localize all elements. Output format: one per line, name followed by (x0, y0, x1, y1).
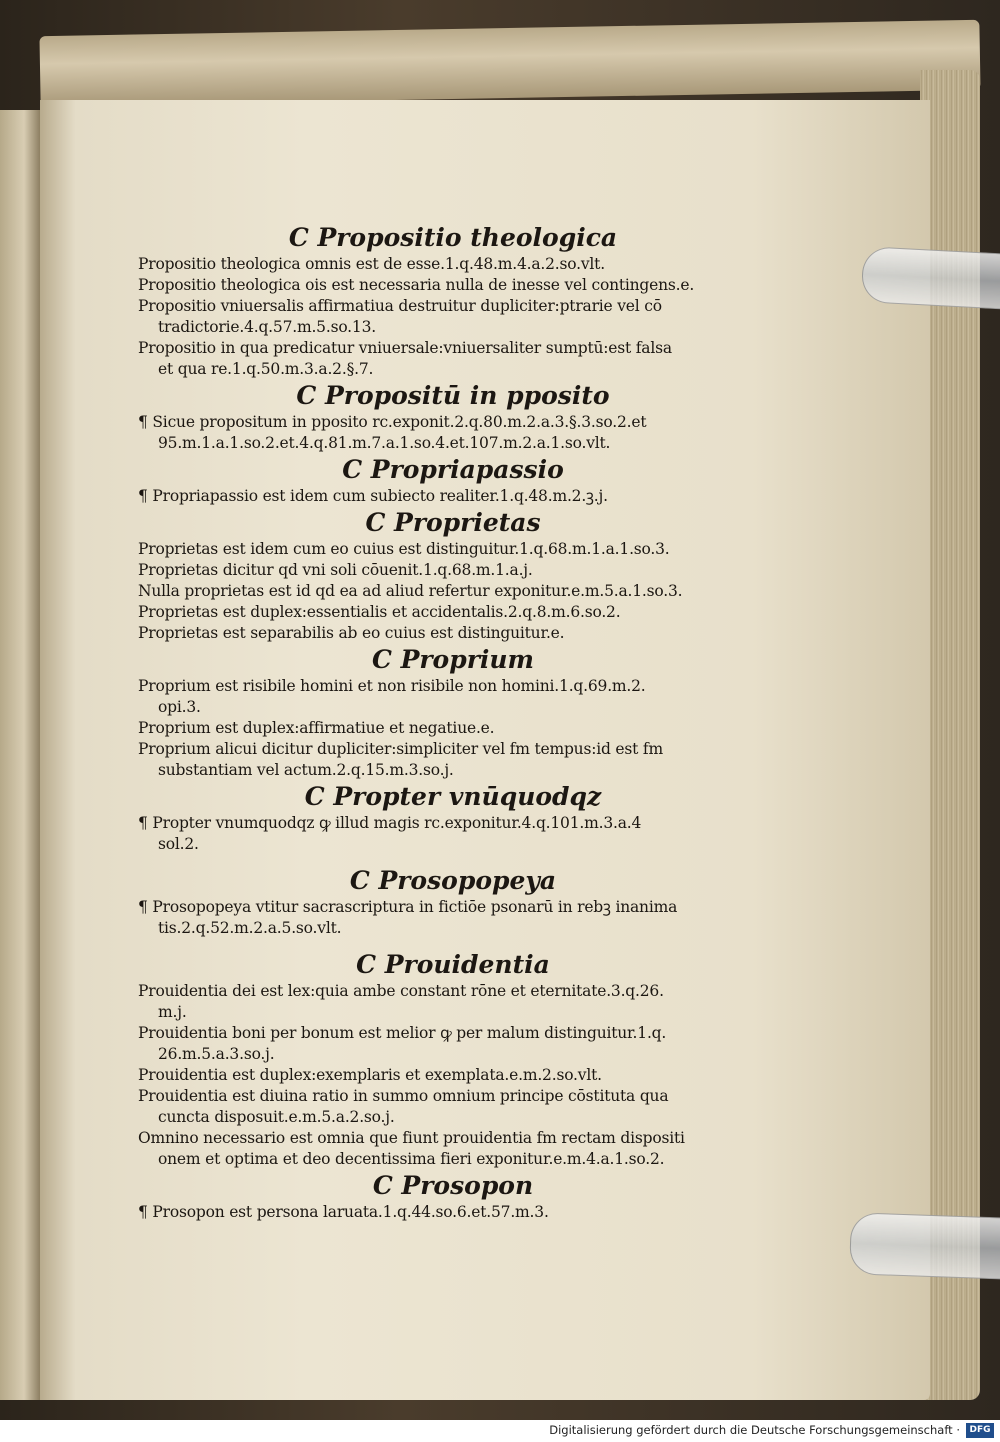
spacer (138, 855, 768, 865)
entry-heading: C Proprietas (365, 508, 541, 537)
entry-line: Prouidentia boni per bonum est melior ꝙ per malum distinguitur.1.q. (138, 1024, 667, 1042)
entry-heading: C Propter vnūquodqz (304, 782, 602, 811)
page-text-block (138, 222, 768, 1223)
entry-line: Propositio theologica ois est necessaria nulla de inesse vel contingens.e. (138, 276, 695, 294)
dfg-logo-icon: DFG (966, 1423, 994, 1438)
entry-line: Prouidentia est duplex:exemplaris et exemplata.e.m.2.so.vlt. (138, 1066, 602, 1084)
entry-line: 26.m.5.a.3.so.j. (158, 1045, 275, 1063)
entry-line: et qua re.1.q.50.m.3.a.2.§.7. (158, 360, 374, 378)
entry-line: m.j. (158, 1003, 187, 1021)
entry-line: ¶ Sicue propositum in pposito rc.exponit.2.q.80.m.2.a.3.§.3.so.2.et (138, 413, 647, 431)
entry-line: sol.2. (158, 835, 199, 853)
entry-heading: C Proprium (371, 645, 535, 674)
entry-line: Proprietas est separabilis ab eo cuius est distinguitur.e. (138, 624, 565, 642)
entry-line: cuncta disposuit.e.m.5.a.2.so.j. (158, 1108, 395, 1126)
entry-heading: C Prosopon (372, 1171, 534, 1200)
entry-heading: C Propositū in pposito (296, 381, 610, 410)
entry-line: Proprium est risibile homini et non risibile non homini.1.q.69.m.2. (138, 677, 646, 695)
entry-line: Proprium alicui dicitur dupliciter:simpliciter vel fm tempus:id est fm (138, 740, 663, 758)
entry-line: Prouidentia dei est lex:quia ambe constant rōne et eternitate.3.q.26. (138, 982, 664, 1000)
entry-line: tis.2.q.52.m.2.a.5.so.vlt. (158, 919, 342, 937)
entry-line: Proprietas est duplex:essentialis et accidentalis.2.q.8.m.6.so.2. (138, 603, 621, 621)
book-top-edge (39, 20, 980, 106)
right-page (40, 100, 930, 1400)
plastic-page-clip (849, 1212, 1000, 1280)
entry-line: Propositio vniuersalis affirmatiua destruitur dupliciter:ptrarie vel cō (138, 297, 662, 315)
entry-line: opi.3. (158, 698, 201, 716)
footer-credit: Digitalisierung gefördert durch die Deutsche Forschungsgemeinschaft · (549, 1423, 960, 1437)
entry-line: Proprietas dicitur qd vni soli cōuenit.1.q.68.m.1.a.j. (138, 561, 533, 579)
entry-line: tradictorie.4.q.57.m.5.so.13. (158, 318, 376, 336)
entry-line: Prouidentia est diuina ratio in summo omnium principe cōstituta qua (138, 1087, 669, 1105)
left-page-fragment (0, 110, 40, 1400)
entry-line: 95.m.1.a.1.so.2.et.4.q.81.m.7.a.1.so.4.et.107.m.2.a.1.so.vlt. (158, 434, 611, 452)
entry-heading: C Propriapassio (342, 455, 564, 484)
footer-bar (0, 1420, 1000, 1442)
entry-heading: C Prouidentia (356, 950, 550, 979)
entry-line: Omnino necessario est omnia que fiunt prouidentia fm rectam dispositi (138, 1129, 685, 1147)
entry-line: substantiam vel actum.2.q.15.m.3.so.j. (158, 761, 454, 779)
entry-heading: C Prosopopeya (349, 866, 557, 895)
entry-line: Propositio in qua predicatur vniuersale:vniuersaliter sumptū:est falsa (138, 339, 672, 357)
entry-line: ¶ Propriapassio est idem cum subiecto realiter.1.q.48.m.2.ꝫ.j. (138, 487, 608, 505)
entry-line: Proprium est duplex:affirmatiue et negatiue.e. (138, 719, 495, 737)
plastic-page-clip (861, 246, 1000, 310)
entry-line: ¶ Propter vnumquodqz ꝙ illud magis rc.exponitur.4.q.101.m.3.a.4 (138, 814, 642, 832)
entry-heading: C Propositio theologica (288, 223, 618, 252)
entry-line: Nulla proprietas est id qd ea ad aliud refertur exponitur.e.m.5.a.1.so.3. (138, 582, 683, 600)
entry-line: Propositio theologica omnis est de esse.1.q.48.m.4.a.2.so.vlt. (138, 255, 605, 273)
entry-line: ¶ Prosopopeya vtitur sacrascriptura in fictiōe psonarū in rebꝫ inanima (138, 898, 678, 916)
spacer (138, 939, 768, 949)
entry-line: ¶ Prosopon est persona laruata.1.q.44.so.6.et.57.m.3. (138, 1203, 549, 1221)
entry-line: Proprietas est idem cum eo cuius est distinguitur.1.q.68.m.1.a.1.so.3. (138, 540, 670, 558)
entry-line: onem et optima et deo decentissima fieri exponitur.e.m.4.a.1.so.2. (158, 1150, 665, 1168)
